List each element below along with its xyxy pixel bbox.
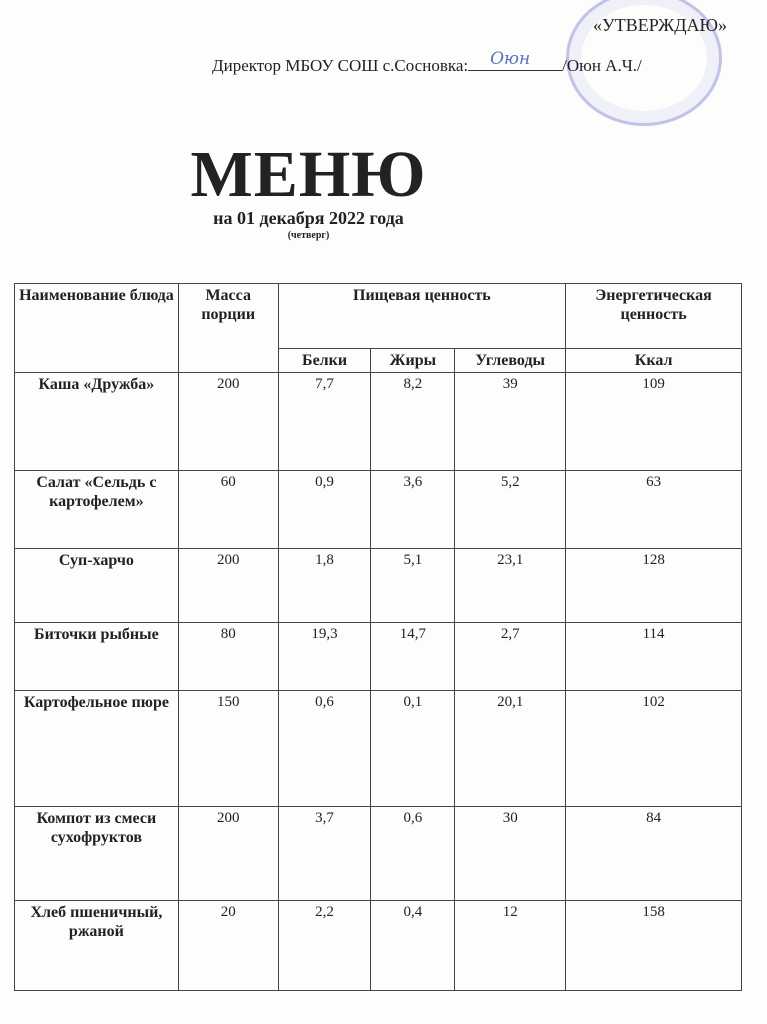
cell-name: Картофельное пюре bbox=[15, 691, 179, 807]
cell-kcal: 102 bbox=[566, 691, 742, 807]
table-row bbox=[15, 471, 742, 549]
cell-fat: 5,1 bbox=[371, 549, 455, 623]
cell-mass: 200 bbox=[178, 807, 278, 901]
cell-mass: 150 bbox=[178, 691, 278, 807]
cell-carbs: 30 bbox=[455, 807, 566, 901]
table-row bbox=[15, 901, 742, 991]
menu-weekday: (четверг) bbox=[287, 230, 330, 241]
cell-kcal: 128 bbox=[566, 549, 742, 623]
cell-carbs: 39 bbox=[455, 373, 566, 471]
table-row bbox=[15, 623, 742, 691]
cell-name: Хлеб пшеничный, ржаной bbox=[15, 901, 179, 991]
cell-carbs: 2,7 bbox=[455, 623, 566, 691]
cell-name: Компот из смеси сухофруктов bbox=[15, 807, 179, 901]
signature: Оюн bbox=[490, 49, 531, 69]
cell-carbs: 20,1 bbox=[455, 691, 566, 807]
cell-fat: 0,4 bbox=[371, 901, 455, 991]
cell-protein: 0,6 bbox=[278, 691, 371, 807]
table-row bbox=[15, 373, 742, 471]
header-mass: Масса порции bbox=[178, 284, 278, 373]
cell-kcal: 114 bbox=[566, 623, 742, 691]
cell-mass: 200 bbox=[178, 549, 278, 623]
cell-name: Биточки рыбные bbox=[15, 623, 179, 691]
table-row bbox=[15, 807, 742, 901]
cell-mass: 20 bbox=[178, 901, 278, 991]
table-row bbox=[15, 549, 742, 623]
cell-protein: 7,7 bbox=[278, 373, 371, 471]
cell-carbs: 23,1 bbox=[455, 549, 566, 623]
director-name: /Оюн А.Ч./ bbox=[562, 56, 642, 75]
approval-label: «УТВЕРЖДАЮ» bbox=[592, 15, 727, 35]
cell-carbs: 12 bbox=[455, 901, 566, 991]
page-title: МЕНЮ bbox=[190, 138, 427, 211]
menu-table bbox=[14, 283, 742, 991]
header-fat: Жиры bbox=[371, 349, 455, 373]
table-row bbox=[15, 691, 742, 807]
cell-fat: 8,2 bbox=[371, 373, 455, 471]
header-protein: Белки bbox=[278, 349, 371, 373]
cell-protein: 19,3 bbox=[278, 623, 371, 691]
cell-fat: 0,1 bbox=[371, 691, 455, 807]
cell-mass: 80 bbox=[178, 623, 278, 691]
header-carbs: Углеводы bbox=[455, 349, 566, 373]
cell-kcal: 158 bbox=[566, 901, 742, 991]
cell-mass: 200 bbox=[178, 373, 278, 471]
cell-fat: 0,6 bbox=[371, 807, 455, 901]
cell-protein: 1,8 bbox=[278, 549, 371, 623]
header-nutrition: Пищевая ценность bbox=[278, 284, 566, 349]
cell-name: Салат «Сельдь с картофелем» bbox=[15, 471, 179, 549]
menu-date: на 01 декабря 2022 года bbox=[213, 208, 404, 228]
cell-carbs: 5,2 bbox=[455, 471, 566, 549]
director-label: Директор МБОУ СОШ с.Сосновка: bbox=[212, 56, 469, 75]
header-kcal: Ккал bbox=[566, 349, 742, 373]
cell-fat: 14,7 bbox=[371, 623, 455, 691]
cell-kcal: 84 bbox=[566, 807, 742, 901]
cell-protein: 0,9 bbox=[278, 471, 371, 549]
cell-name: Каша «Дружба» bbox=[15, 373, 179, 471]
cell-kcal: 63 bbox=[566, 471, 742, 549]
director-line bbox=[212, 49, 642, 77]
cell-mass: 60 bbox=[178, 471, 278, 549]
cell-protein: 2,2 bbox=[278, 901, 371, 991]
cell-name: Суп-харчо bbox=[15, 549, 179, 623]
cell-fat: 3,6 bbox=[371, 471, 455, 549]
header-name: Наименование блюда bbox=[15, 284, 179, 373]
header-energy: Энергетическая ценность bbox=[566, 284, 742, 349]
cell-kcal: 109 bbox=[566, 373, 742, 471]
cell-protein: 3,7 bbox=[278, 807, 371, 901]
signature-line bbox=[468, 49, 562, 71]
